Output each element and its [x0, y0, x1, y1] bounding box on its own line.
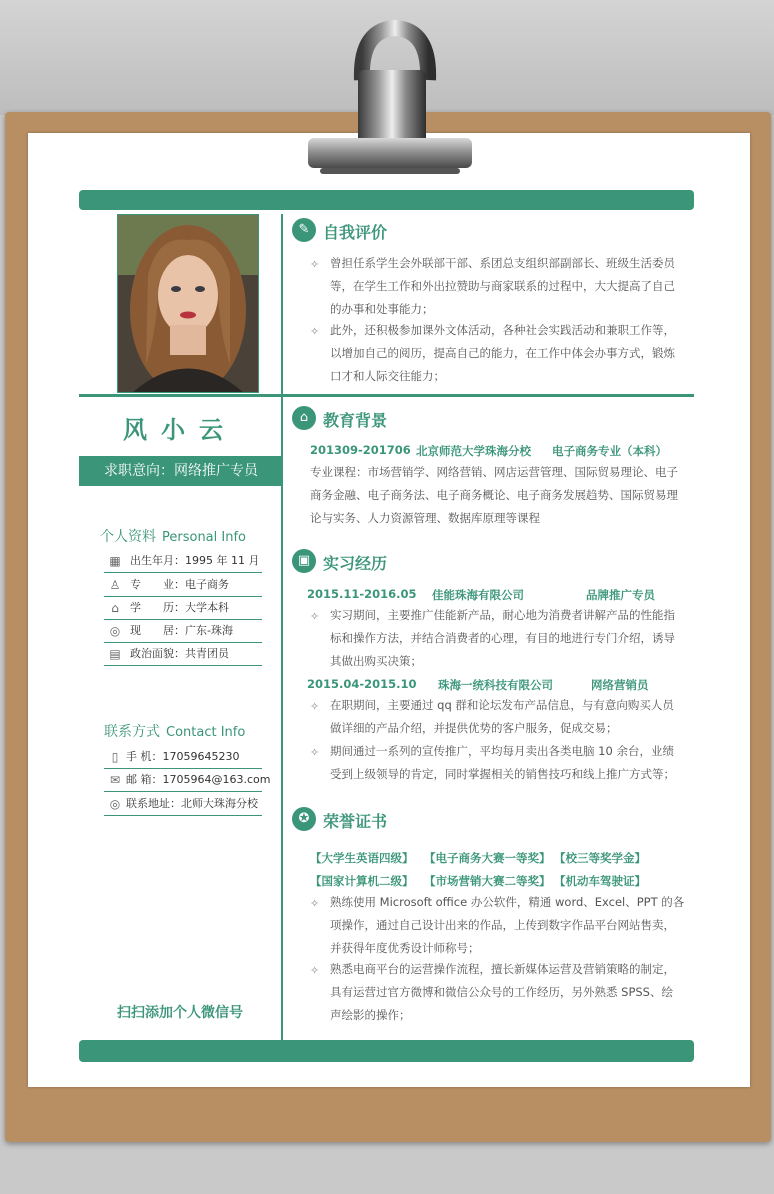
job-1-item-1 — [330, 604, 675, 673]
info-degree-text: 学 历：大学本科 — [130, 601, 229, 614]
job-2-company: 珠海一统科技有限公司 — [438, 678, 553, 692]
education-courses-line-2: 商务金融、电子商务法、电子商务概论、电子商务发展趋势、国际贸易理 — [310, 488, 678, 502]
honors-item-1-line-2: 项操作，通过自己设计出来的作品，上传到数字作品平台网站售卖， — [330, 918, 675, 932]
info-major-text: 专 业：电子商务 — [130, 578, 229, 591]
job-2-item-1-line-1: 在职期间，主要通过 qq 群和论坛发布产品信息，与有意向购买人员 — [330, 698, 674, 712]
graduation-cap-icon: ⌂ — [292, 406, 316, 430]
award-6: 【机动车驾驶证】 — [554, 874, 646, 888]
job-1-item-1-line-2: 标和操作方法，并结合消费者的心理，有目的地进行专门介绍，诱导 — [330, 631, 675, 645]
honors-item-1-line-3: 并获得年度优秀设计师称号； — [330, 941, 480, 955]
location-icon: ◎ — [109, 624, 121, 638]
pencil-icon: ✎ — [292, 218, 316, 242]
job-2-role: 网络营销员 — [591, 678, 649, 692]
contact-row-address — [104, 793, 262, 816]
honors-item-2-line-1: 熟悉电商平台的运营操作流程，擅长新媒体运营及营销策略的制定， — [330, 962, 675, 976]
bullet-icon: ✧ — [310, 964, 320, 977]
contact-phone-text[interactable]: 手 机：17059645230 — [126, 750, 240, 763]
award-4: 【国家计算机二级】 — [310, 874, 414, 888]
contact-info-title — [104, 721, 245, 741]
binder-clip-icon — [300, 20, 480, 185]
bullet-icon: ✧ — [310, 746, 320, 759]
education-courses — [310, 461, 678, 530]
honors-title: 荣誉证书 — [323, 812, 388, 831]
education-period: 201309-201706 — [310, 443, 411, 457]
award-5: 【市场营销大赛二等奖】 — [424, 874, 551, 888]
medal-icon: ✪ — [292, 807, 316, 831]
self-eval-item-1-line-1: 曾担任系学生会外联部干部、系团总支组织部副部长、班级生活委员 — [330, 256, 675, 270]
contact-row-phone — [104, 746, 262, 769]
job-2-item-2-line-1: 期间通过一系列的宣传推广，平均每月卖出各类电脑 10 余台，业绩 — [330, 744, 674, 758]
id-card-icon: ▤ — [109, 647, 121, 661]
self-eval-item-2-line-1: 此外，还积极参加课外文体活动，各种社会实践活动和兼职工作等， — [330, 323, 675, 337]
contact-info-title-cn: 联系方式 — [104, 724, 160, 740]
graduation-cap-icon: ⌂ — [111, 601, 119, 615]
mail-icon: ✉ — [109, 773, 121, 787]
person-name: 风小云 — [123, 416, 237, 444]
self-eval-item-2 — [330, 319, 675, 388]
phone-icon: ▯ — [111, 750, 119, 764]
honors-item-2-line-3: 声绘影的操作； — [330, 1008, 411, 1022]
horizontal-divider — [79, 394, 694, 397]
award-3: 【校三等奖学金】 — [554, 851, 646, 865]
education-courses-line-3: 论与实务、人力资源管理、数据库原理等课程 — [310, 511, 540, 525]
honors-item-1 — [330, 891, 684, 960]
education-courses-line-1: 专业课程：市场营销学、网络营销、网店运营管理、国际贸易理论、电子 — [310, 465, 678, 479]
location-icon: ◎ — [109, 797, 121, 811]
self-eval-item-1-line-2: 等，在学生工作和外出拉赞助与商家联系的过程中，大大提高了自己 — [330, 279, 675, 293]
contact-row-email — [104, 769, 271, 792]
bullet-icon: ✧ — [310, 258, 320, 271]
education-major: 电子商务专业（本科） — [552, 444, 667, 458]
info-row-political — [104, 643, 262, 666]
job-1-company: 佳能珠海有限公司 — [432, 588, 524, 602]
job-2-period: 2015.04-2015.10 — [307, 677, 417, 691]
briefcase-icon: ▣ — [292, 549, 316, 573]
job-1-role: 品牌推广专员 — [586, 588, 655, 602]
info-political-text: 政治面貌：共青团员 — [130, 647, 229, 660]
header-bar — [79, 190, 694, 210]
info-residence-text: 现 居：广东-珠海 — [130, 624, 233, 637]
info-birth-text: 出生年月：1995 年 11 月 — [130, 554, 260, 567]
bullet-icon: ✧ — [310, 897, 320, 910]
people-icon: ♙ — [109, 578, 121, 592]
contact-email-text[interactable]: 邮 箱：1705964@163.com — [126, 773, 271, 786]
self-eval-item-2-line-2: 以增加自己的阅历，提高自己的能力，在工作中体会办事方式，锻炼 — [330, 346, 675, 360]
job-2-item-2 — [330, 740, 675, 786]
vertical-divider — [281, 214, 283, 1040]
contact-address-text: 联系地址：北师大珠海分校 — [126, 797, 258, 810]
personal-info-title-en: Personal Info — [162, 530, 246, 545]
calendar-icon: ▦ — [109, 554, 121, 568]
education-school: 北京师范大学珠海分校 — [416, 444, 531, 458]
info-row-residence — [104, 620, 262, 643]
job-1-period: 2015.11-2016.05 — [307, 587, 417, 601]
self-eval-item-1-line-3: 的办事和处事能力； — [330, 302, 434, 316]
personal-info-title — [100, 526, 246, 546]
job-1-item-1-line-1: 实习期间，主要推广佳能新产品，耐心地为消费者讲解产品的性能指 — [330, 608, 675, 622]
info-row-birth — [104, 550, 262, 573]
award-2: 【电子商务大赛一等奖】 — [424, 851, 551, 865]
contact-info-title-en: Contact Info — [166, 725, 246, 740]
job-2-item-1 — [330, 694, 674, 740]
job-intent: 求职意向：网络推广专员 — [79, 456, 283, 486]
honors-item-2 — [330, 958, 675, 1027]
internship-title: 实习经历 — [323, 554, 388, 573]
award-1: 【大学生英语四级】 — [310, 851, 414, 865]
bullet-icon: ✧ — [310, 700, 320, 713]
self-eval-title: 自我评价 — [323, 223, 388, 242]
info-row-major — [104, 574, 262, 597]
job-2-item-2-line-2: 受到上级领导的肯定，同时掌握相关的销售技巧和线上推广方式等； — [330, 767, 675, 781]
info-row-degree — [104, 597, 262, 620]
job-2-item-1-line-2: 做详细的产品介绍，并提供优势的客户服务，促成交易； — [330, 721, 618, 735]
bullet-icon: ✧ — [310, 325, 320, 338]
personal-info-title-cn: 个人资料 — [100, 529, 156, 545]
bullet-icon: ✧ — [310, 610, 320, 623]
avatar — [117, 214, 259, 393]
job-1-item-1-line-3: 其做出购买决策； — [330, 654, 422, 668]
self-eval-item-2-line-3: 口才和人际交往能力； — [330, 369, 445, 383]
footer-bar — [79, 1040, 694, 1062]
wechat-caption: 扫扫添加个人微信号 — [117, 1005, 243, 1021]
honors-item-2-line-2: 具有运营过官方微博和微信公众号的工作经历，另外熟悉 SPSS、绘 — [330, 985, 673, 999]
self-eval-item-1 — [330, 252, 675, 321]
honors-item-1-line-1: 熟练使用 Microsoft office 办公软件，精通 word、Excel、PPT 的各 — [330, 895, 685, 909]
education-title: 教育背景 — [323, 411, 388, 430]
